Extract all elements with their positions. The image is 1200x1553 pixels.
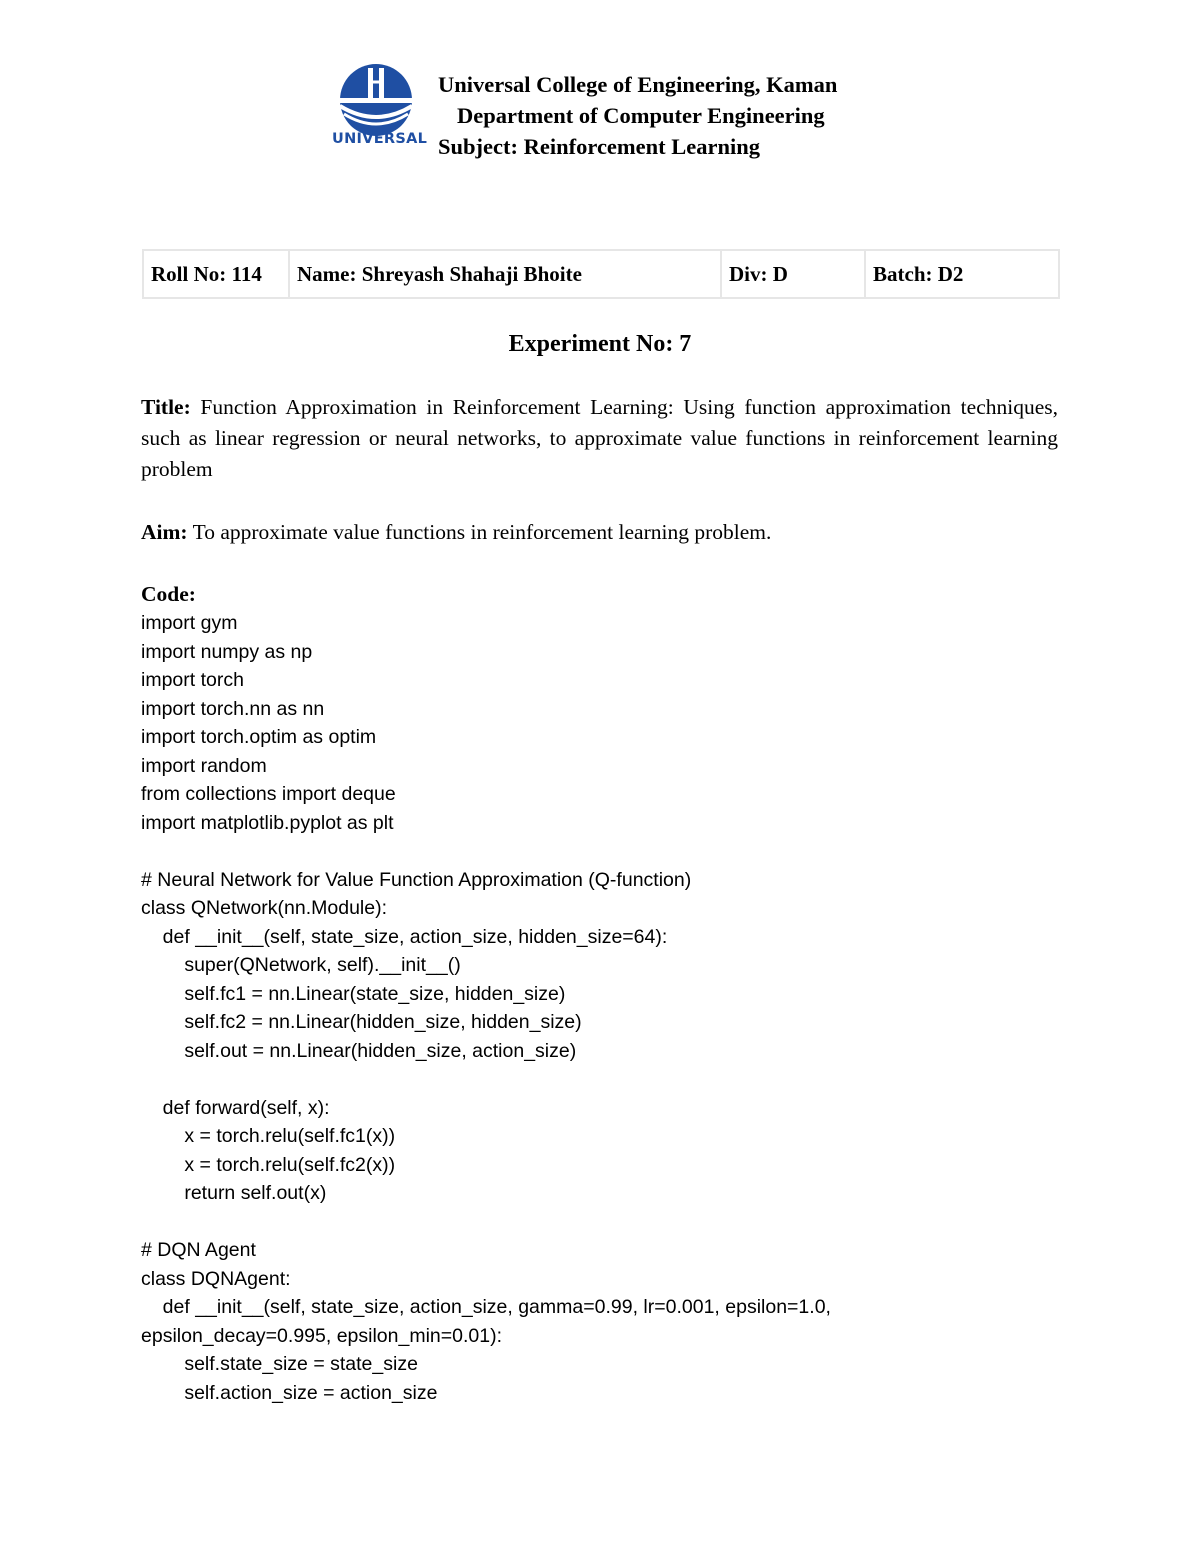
code-line: class QNetwork(nn.Module): [141,897,387,919]
code-line: # DQN Agent [141,1239,256,1261]
code-line: super(QNetwork, self).__init__() [141,954,461,976]
aim-text: To approximate value functions in reinforcement learning problem. [187,520,772,544]
code-line: self.fc1 = nn.Linear(state_size, hidden_size) [141,982,566,1005]
code-label: Code: [141,582,196,606]
code-line: x = torch.relu(self.fc1(x)) [141,1125,396,1147]
code-line: class DQNAgent: [141,1267,291,1290]
subject-name: Subject: Reinforcement Learning [438,134,761,159]
aim-paragraph [141,517,1058,548]
roll-number: Roll No: 114 [143,250,289,298]
student-name: Name: Shreyash Shahaji Bhoite [289,250,721,298]
experiment-number: Experiment No: 7 [508,331,692,357]
title-paragraph [141,392,1058,485]
college-name: Universal College of Engineering, Kaman [438,72,838,97]
batch: Batch: D2 [865,250,1059,298]
code-line: self.fc2 = nn.Linear(hidden_size, hidden_size) [141,1011,582,1033]
code-line: from collections import deque [141,783,396,805]
department-name: Department of Computer Engineering [457,103,825,128]
code-line: import gym [141,612,238,634]
title-label: Title: [141,395,191,419]
code-line: epsilon_decay=0.995, epsilon_min=0.01): [141,1324,503,1347]
code-block [141,609,831,1407]
division: Div: D [721,250,865,298]
code-line: import torch.nn as nn [141,697,325,720]
aim-label: Aim: [141,520,188,544]
code-line: import matplotlib.pyplot as plt [141,811,394,834]
code-line: import numpy as np [141,640,313,663]
logo-text: UNIVERSAL [332,131,428,147]
code-line: def __init__(self, state_size, action_size, gamma=0.99, lr=0.001, epsilon=1.0, [141,1296,831,1318]
code-line: import torch.optim as optim [141,726,377,748]
title-text: Function Approximation in Reinforcement Learning: Using function approximation techniques, such as linear regression or neural networks, to approximate value functions in reinforcement learning problem [141,395,1058,481]
code-line: # Neural Network for Value Function Approximation (Q-function) [141,868,692,891]
code-line: import random [141,754,267,777]
student-info-table [142,249,1060,299]
code-line: def forward(self, x): [141,1096,330,1119]
code-line: return self.out(x) [141,1182,327,1204]
code-line: import torch [141,669,244,691]
code-line: def __init__(self, state_size, action_size, hidden_size=64): [141,925,668,948]
code-line: self.out = nn.Linear(hidden_size, action_size) [141,1039,577,1062]
code-line: self.action_size = action_size [141,1381,438,1404]
code-line: x = torch.relu(self.fc2(x)) [141,1153,396,1176]
code-line: self.state_size = state_size [141,1353,418,1375]
